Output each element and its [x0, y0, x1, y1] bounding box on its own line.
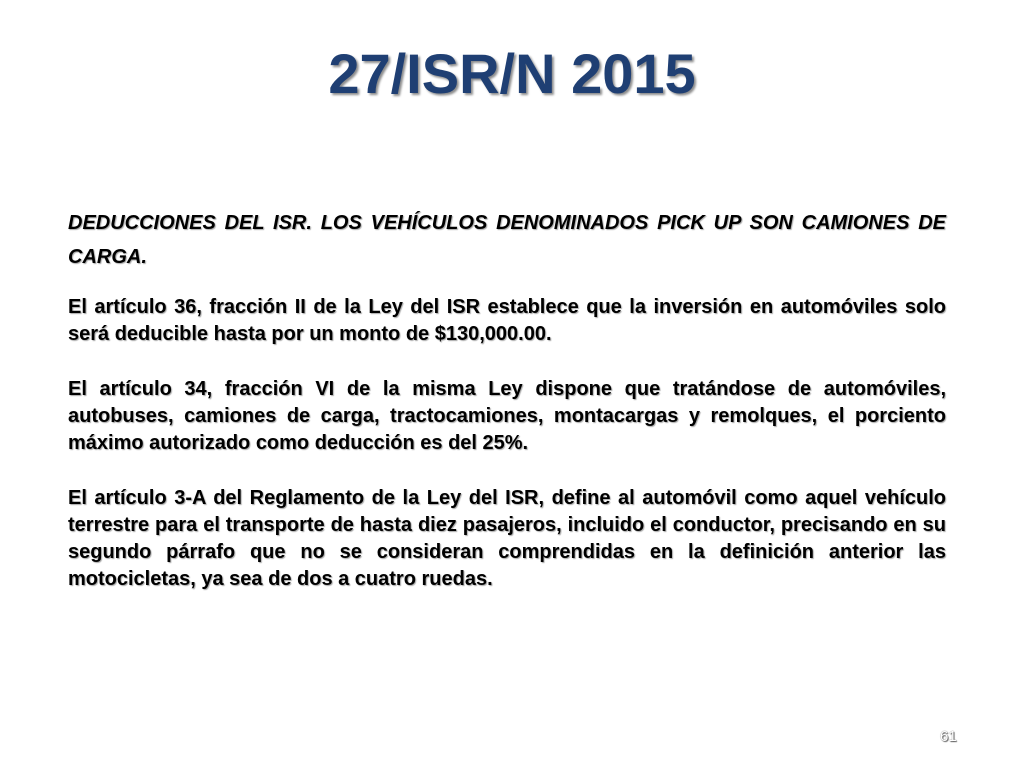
paragraph-article-3a: El artículo 3-A del Reglamento de la Ley del ISR, define al automóvil como aquel vehículo terrestre para el transporte de hasta diez pasajeros, incluido el conductor, precisando en su segundo párrafo que no se consideran comprendidas en la definición anterior las motocicletas, ya sea de dos a cuatro ruedas. — [68, 487, 946, 590]
slide-title: 27/ISR/N 2015 — [328, 42, 696, 105]
page-number: 61 — [940, 728, 957, 745]
slide-body — [68, 206, 946, 621]
paragraph-article-34: El artículo 34, fracción VI de la misma Ley dispone que tratándose de automóviles, autobuses, camiones de carga, tractocamiones, montacargas y remolques, el porciento máximo autorizado como deducción es del 25%. — [68, 378, 946, 454]
paragraph-article-36: El artículo 36, fracción II de la Ley del ISR establece que la inversión en automóviles solo será deducible hasta por un monto de $130,000.00. — [68, 296, 946, 345]
subheading: DEDUCCIONES DEL ISR. LOS VEHÍCULOS DENOMINADOS PICK UP SON CAMIONES DE CARGA. — [68, 212, 946, 268]
